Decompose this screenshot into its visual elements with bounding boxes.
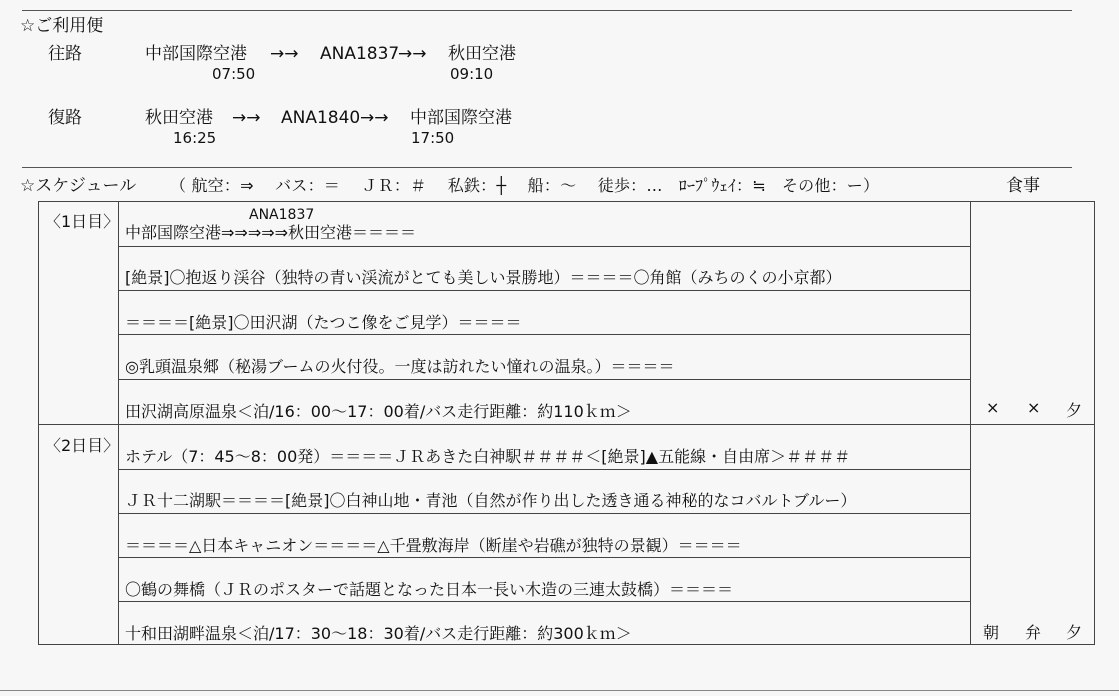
return-arrival-time: 17:50 bbox=[411, 129, 455, 147]
day-1-row-1: 中部国際空港⇒⇒⇒⇒⇒秋田空港＝＝＝＝ bbox=[125, 223, 417, 242]
return-flight-number: ANA1840 bbox=[281, 108, 361, 128]
return-label: 復路 bbox=[48, 108, 82, 128]
day-1-flight-note: ANA1837 bbox=[249, 207, 315, 223]
day-2-meal-lunch: 弁 bbox=[1025, 623, 1042, 642]
transport-legend: （ 航空：⇒ バス：＝ ＪＲ：＃ 私鉄：┼ 船：～ 徒歩：… ﾛｰﾌﾟｳｪｲ：≒ その他：ー） bbox=[170, 176, 880, 195]
day-2-row-2: ＪＲ十二湖駅＝＝＝＝[絶景]〇白神山地・青池（自然が作り出した透き通る神秘的なコバルトブルー） bbox=[125, 491, 857, 510]
day-1-row-3: ＝＝＝＝[絶景]〇田沢湖（たつこ像をご見学）＝＝＝＝ bbox=[125, 313, 522, 332]
day-1-row-5: 田沢湖高原温泉＜泊/16：00～17：00着/バス走行距離：約110ｋｍ＞ bbox=[125, 402, 632, 421]
meals-header: 食事 bbox=[1006, 176, 1040, 196]
return-to: 中部国際空港 bbox=[410, 108, 512, 128]
day-1-meal-dinner: 夕 bbox=[1066, 401, 1083, 420]
day-2-row-5: 十和田湖畔温泉＜泊/17：30～18：30着/バス走行距離：約300ｋｍ＞ bbox=[125, 624, 632, 643]
day-1-row-4: ◎乳頭温泉郷（秘湯ブームの火付役。一度は訪れたい憧れの温泉。）＝＝＝＝ bbox=[125, 357, 675, 376]
return-arrow-2: →→ bbox=[360, 108, 389, 128]
day-2-meal-dinner: 夕 bbox=[1066, 623, 1083, 642]
day-2-meal-breakfast: 朝 bbox=[983, 623, 1000, 642]
top-rule bbox=[22, 10, 1072, 11]
section-rule bbox=[22, 167, 1072, 168]
day-2-label: 〈2日目〉 bbox=[45, 436, 120, 455]
outbound-arrow-1: →→ bbox=[270, 44, 299, 64]
return-departure-time: 16:25 bbox=[173, 129, 217, 147]
bottom-rule bbox=[0, 690, 1119, 691]
outbound-to: 秋田空港 bbox=[448, 44, 516, 64]
day-2-row-1: ホテル（7：45～8：00発）＝＝＝＝ＪＲあきた白神駅＃＃＃＃＜[絶景]▲五能線・自由席＞＃＃＃＃ bbox=[125, 447, 851, 466]
day-1-label: 〈1日目〉 bbox=[45, 212, 120, 231]
day-1-meal-lunch: × bbox=[1027, 398, 1041, 417]
return-arrow-1: →→ bbox=[232, 108, 261, 128]
outbound-flight-number: ANA1837 bbox=[320, 44, 400, 64]
flight-section-heading: ☆ご利用便 bbox=[20, 16, 104, 36]
outbound-arrival-time: 09:10 bbox=[450, 65, 494, 83]
day-2-row-3: ＝＝＝＝△日本キャニオン＝＝＝＝△千畳敷海岸（断崖や岩礁が独特の景観）＝＝＝＝ bbox=[125, 536, 742, 555]
outbound-arrow-2: →→ bbox=[398, 44, 427, 64]
outbound-from: 中部国際空港 bbox=[145, 44, 247, 64]
day-1-row-2: [絶景]〇抱返り渓谷（独特の青い渓流がとても美しい景勝地）＝＝＝＝〇角館（みちのくの小京都） bbox=[125, 268, 842, 287]
return-from: 秋田空港 bbox=[145, 108, 213, 128]
outbound-departure-time: 07:50 bbox=[212, 65, 256, 83]
day-2-row-4: 〇鶴の舞橋（ＪＲのポスターで話題となった日本一長い木造の三連太鼓橋）＝＝＝＝ bbox=[125, 580, 734, 599]
schedule-heading: ☆スケジュール bbox=[20, 176, 137, 196]
day-1-meal-breakfast: × bbox=[986, 398, 1000, 417]
outbound-label: 往路 bbox=[48, 44, 82, 64]
